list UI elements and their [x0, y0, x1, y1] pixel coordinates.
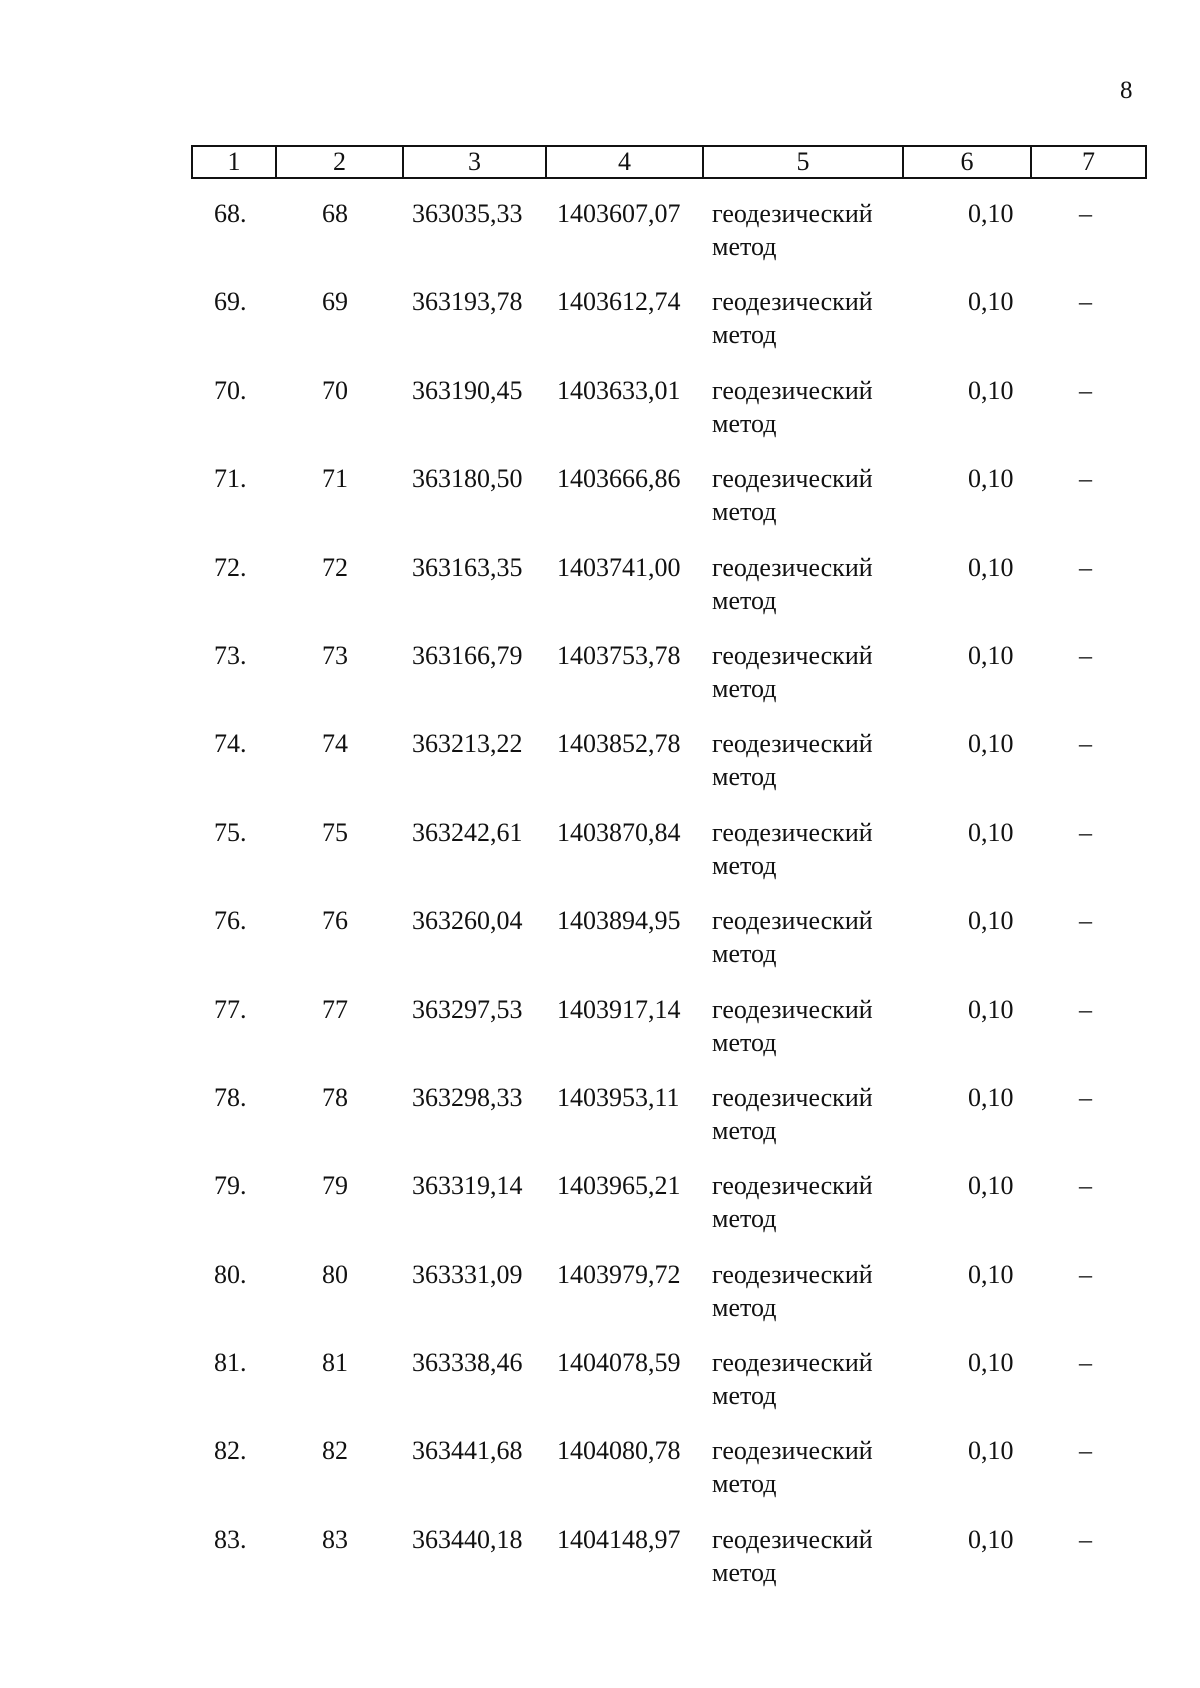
x-coordinate-cell: 363441,68 [412, 1436, 523, 1466]
method-line-1: геодезический [712, 906, 873, 936]
method-line-1: геодезический [712, 1524, 873, 1554]
x-coordinate-cell: 363163,35 [412, 552, 523, 582]
method-line-2: метод [712, 1557, 777, 1587]
method-line-2: метод [712, 673, 777, 703]
column-header-3: 3 [404, 147, 547, 177]
method-cell [712, 816, 912, 882]
method-cell [712, 1434, 912, 1500]
method-line-2: метод [712, 762, 777, 792]
row-number-cell: 82. [214, 1436, 247, 1466]
point-number-cell: 83 [322, 1524, 348, 1554]
note-cell: – [1079, 640, 1092, 670]
note-cell: – [1079, 552, 1092, 582]
x-coordinate-cell: 363213,22 [412, 729, 523, 759]
method-cell [712, 639, 912, 705]
x-coordinate-cell: 363035,33 [412, 199, 523, 228]
note-cell: – [1079, 817, 1092, 847]
accuracy-cell: 0,10 [968, 994, 1014, 1024]
row-number-cell: 72. [214, 552, 247, 582]
y-coordinate-cell: 1404078,59 [557, 1348, 681, 1378]
point-number-cell: 81 [322, 1348, 348, 1378]
method-line-2: метод [712, 1204, 777, 1234]
x-coordinate-cell: 363297,53 [412, 994, 523, 1024]
method-line-2: метод [712, 939, 777, 969]
note-cell: – [1079, 287, 1092, 317]
table-row [191, 904, 1147, 992]
point-number-cell: 74 [322, 729, 348, 759]
x-coordinate-cell: 363440,18 [412, 1524, 523, 1554]
row-number-cell: 71. [214, 464, 247, 494]
y-coordinate-cell: 1403633,01 [557, 375, 681, 405]
note-cell: – [1079, 199, 1092, 228]
method-cell [712, 285, 912, 351]
point-number-cell: 72 [322, 552, 348, 582]
y-coordinate-cell: 1403741,00 [557, 552, 681, 582]
method-line-1: геодезический [712, 1259, 873, 1289]
row-number-cell: 70. [214, 375, 247, 405]
table-row [191, 551, 1147, 639]
method-cell [712, 1081, 912, 1147]
y-coordinate-cell: 1403917,14 [557, 994, 681, 1024]
method-cell [712, 197, 912, 263]
y-coordinate-cell: 1403852,78 [557, 729, 681, 759]
x-coordinate-cell: 363190,45 [412, 375, 523, 405]
table-row [191, 1523, 1147, 1611]
note-cell: – [1079, 729, 1092, 759]
method-line-1: геодезический [712, 640, 873, 670]
column-header-2: 2 [277, 147, 404, 177]
point-number-cell: 79 [322, 1171, 348, 1201]
point-number-cell: 75 [322, 817, 348, 847]
x-coordinate-cell: 363338,46 [412, 1348, 523, 1378]
y-coordinate-cell: 1403753,78 [557, 640, 681, 670]
accuracy-cell: 0,10 [968, 1259, 1014, 1289]
point-number-cell: 76 [322, 906, 348, 936]
method-cell [712, 993, 912, 1059]
table-row [191, 639, 1147, 727]
row-number-cell: 76. [214, 906, 247, 936]
x-coordinate-cell: 363193,78 [412, 287, 523, 317]
note-cell: – [1079, 1171, 1092, 1201]
method-cell [712, 1346, 912, 1412]
method-line-1: геодезический [712, 287, 873, 317]
method-line-2: метод [712, 497, 777, 527]
table-row [191, 1081, 1147, 1169]
y-coordinate-cell: 1403953,11 [557, 1082, 680, 1112]
table-row [191, 816, 1147, 904]
accuracy-cell: 0,10 [968, 552, 1014, 582]
method-line-1: геодезический [712, 199, 873, 228]
y-coordinate-cell: 1403894,95 [557, 906, 681, 936]
x-coordinate-cell: 363319,14 [412, 1171, 523, 1201]
method-cell [712, 1523, 912, 1589]
method-cell [712, 551, 912, 617]
point-number-cell: 71 [322, 464, 348, 494]
note-cell: – [1079, 375, 1092, 405]
table-header [191, 145, 1147, 179]
coordinates-table-body [191, 197, 1147, 1611]
accuracy-cell: 0,10 [968, 199, 1014, 228]
method-line-2: метод [712, 232, 777, 261]
note-cell: – [1079, 1259, 1092, 1289]
y-coordinate-cell: 1403979,72 [557, 1259, 681, 1289]
method-line-2: метод [712, 320, 777, 350]
table-row [191, 1434, 1147, 1522]
row-number-cell: 81. [214, 1348, 247, 1378]
note-cell: – [1079, 994, 1092, 1024]
note-cell: – [1079, 906, 1092, 936]
method-line-2: метод [712, 1115, 777, 1145]
table-row [191, 727, 1147, 815]
page-number: 8 [1120, 77, 1133, 104]
method-line-2: метод [712, 850, 777, 880]
method-line-1: геодезический [712, 375, 873, 405]
point-number-cell: 80 [322, 1259, 348, 1289]
point-number-cell: 70 [322, 375, 348, 405]
note-cell: – [1079, 1082, 1092, 1112]
column-header-5: 5 [704, 147, 904, 177]
accuracy-cell: 0,10 [968, 906, 1014, 936]
method-line-2: метод [712, 1027, 777, 1057]
method-line-2: метод [712, 585, 777, 615]
x-coordinate-cell: 363331,09 [412, 1259, 523, 1289]
accuracy-cell: 0,10 [968, 1436, 1014, 1466]
row-number-cell: 73. [214, 640, 247, 670]
accuracy-cell: 0,10 [968, 464, 1014, 494]
method-cell [712, 1169, 912, 1235]
method-cell [712, 904, 912, 970]
row-number-cell: 74. [214, 729, 247, 759]
point-number-cell: 77 [322, 994, 348, 1024]
table-row [191, 462, 1147, 550]
y-coordinate-cell: 1403607,07 [557, 199, 681, 228]
accuracy-cell: 0,10 [968, 375, 1014, 405]
x-coordinate-cell: 363260,04 [412, 906, 523, 936]
row-number-cell: 68. [214, 199, 247, 228]
x-coordinate-cell: 363298,33 [412, 1082, 523, 1112]
accuracy-cell: 0,10 [968, 287, 1014, 317]
accuracy-cell: 0,10 [968, 1348, 1014, 1378]
table-row [191, 1258, 1147, 1346]
note-cell: – [1079, 1524, 1092, 1554]
row-number-cell: 78. [214, 1082, 247, 1112]
point-number-cell: 73 [322, 640, 348, 670]
note-cell: – [1079, 1436, 1092, 1466]
y-coordinate-cell: 1404080,78 [557, 1436, 681, 1466]
accuracy-cell: 0,10 [968, 640, 1014, 670]
column-header-7: 7 [1082, 147, 1095, 176]
y-coordinate-cell: 1403666,86 [557, 464, 681, 494]
row-number-cell: 69. [214, 287, 247, 317]
table-row [191, 1169, 1147, 1257]
table-row [191, 197, 1147, 285]
row-number-cell: 79. [214, 1171, 247, 1201]
method-line-1: геодезический [712, 729, 873, 759]
y-coordinate-cell: 1404148,97 [557, 1524, 681, 1554]
method-cell [712, 1258, 912, 1324]
point-number-cell: 78 [322, 1082, 348, 1112]
table-row [191, 993, 1147, 1081]
method-line-1: геодезический [712, 1171, 873, 1201]
method-cell [712, 727, 912, 793]
accuracy-cell: 0,10 [968, 817, 1014, 847]
column-header-4: 4 [547, 147, 704, 177]
column-header-6: 6 [904, 147, 1032, 177]
method-line-1: геодезический [712, 994, 873, 1024]
point-number-cell: 82 [322, 1436, 348, 1466]
method-line-1: геодезический [712, 817, 873, 847]
point-number-cell: 68 [322, 199, 348, 228]
note-cell: – [1079, 1348, 1092, 1378]
method-line-1: геодезический [712, 1436, 873, 1466]
x-coordinate-cell: 363242,61 [412, 817, 523, 847]
table-row [191, 1346, 1147, 1434]
y-coordinate-cell: 1403612,74 [557, 287, 681, 317]
y-coordinate-cell: 1403870,84 [557, 817, 681, 847]
row-number-cell: 83. [214, 1524, 247, 1554]
table-row [191, 374, 1147, 462]
method-line-1: геодезический [712, 1082, 873, 1112]
method-line-2: метод [712, 1469, 777, 1499]
method-line-2: метод [712, 1381, 777, 1411]
method-line-1: геодезический [712, 464, 873, 494]
method-cell [712, 462, 912, 528]
accuracy-cell: 0,10 [968, 729, 1014, 759]
method-cell [712, 374, 912, 440]
point-number-cell: 69 [322, 287, 348, 317]
table-row [191, 285, 1147, 373]
column-header-1: 1 [193, 147, 277, 177]
x-coordinate-cell: 363180,50 [412, 464, 523, 494]
method-line-2: метод [712, 1292, 777, 1322]
method-line-1: геодезический [712, 552, 873, 582]
note-cell: – [1079, 464, 1092, 494]
row-number-cell: 75. [214, 817, 247, 847]
method-line-1: геодезический [712, 1348, 873, 1378]
y-coordinate-cell: 1403965,21 [557, 1171, 681, 1201]
method-line-2: метод [712, 408, 777, 438]
accuracy-cell: 0,10 [968, 1171, 1014, 1201]
row-number-cell: 77. [214, 994, 247, 1024]
accuracy-cell: 0,10 [968, 1524, 1014, 1554]
accuracy-cell: 0,10 [968, 1082, 1014, 1112]
row-number-cell: 80. [214, 1259, 247, 1289]
x-coordinate-cell: 363166,79 [412, 640, 523, 670]
